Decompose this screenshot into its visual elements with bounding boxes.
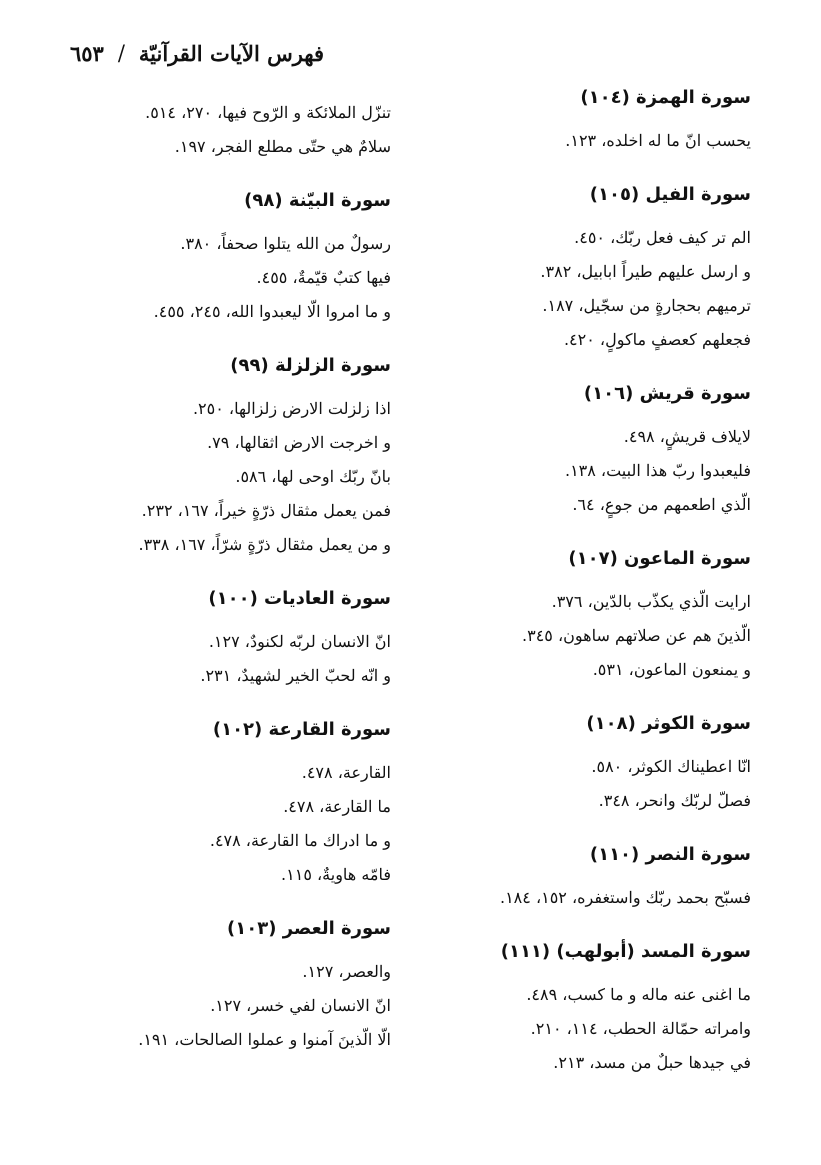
surah-section-maun <box>421 541 751 687</box>
surah-section-zalzalah <box>61 348 391 562</box>
verse-entry: الم تر كيف فعل ربّك، ٤٥٠. <box>574 228 751 247</box>
surah-title: سورة العاديات (١٠٠) <box>208 588 391 609</box>
surah-title: سورة النصر (١١٠) <box>589 844 751 865</box>
verse-entry: فمن يعمل مثقال ذرّةٍ خيراً، ١٦٧، ٢٣٢. <box>141 501 391 520</box>
surah-section-hamzah <box>421 80 751 158</box>
verse-entry: اذا زلزلت الارض زلزالها، ٢٥٠. <box>192 399 391 418</box>
verse-entry: ما اغنى عنه ماله و ما كسب، ٤٨٩. <box>526 985 751 1004</box>
left-column <box>61 80 391 1076</box>
surah-section-quraysh <box>421 376 751 522</box>
verse-entry: والعصر، ١٢٧. <box>302 962 391 981</box>
surah-section-masad <box>421 934 751 1080</box>
verse-entry: بانّ ربّك اوحى لها، ٥٨٦. <box>235 467 391 486</box>
surah-title: سورة البيّنة (٩٨) <box>244 190 391 211</box>
verse-entry: وامراته حمّالة الحطب، ١١٤، ٢١٠. <box>530 1019 751 1038</box>
running-title: فهرس الآيات القرآنيّة <box>138 40 325 66</box>
surah-section-qariah <box>61 712 391 892</box>
verse-entry: في جيدها حبلٌ من مسد، ٢١٣. <box>553 1053 751 1072</box>
surah-section-qadr-continued <box>61 96 391 164</box>
surah-section-fil <box>421 177 751 357</box>
verse-entry: لايلاف قريشٍ، ٤٩٨. <box>623 427 751 446</box>
surah-title: سورة قريش (١٠٦) <box>583 383 751 404</box>
surah-section-kawthar <box>421 706 751 818</box>
verse-entry: و انّه لحبّ الخير لشهيدٌ، ٢٣١. <box>200 666 391 685</box>
surah-title: سورة الكوثر (١٠٨) <box>586 713 751 734</box>
surah-section-bayyinah <box>61 183 391 329</box>
surah-title: سورة القارعة (١٠٢) <box>212 719 391 740</box>
verse-entry: ارايت الّذي يكذّب بالدّين، ٣٧٦. <box>551 592 751 611</box>
verse-entry: فصلّ لربّك وانحر، ٣٤٨. <box>598 791 751 810</box>
surah-section-asr <box>61 911 391 1057</box>
running-header <box>70 36 751 70</box>
verse-entry: فجعلهم كعصفٍ ماكولٍ، ٤٢٠. <box>563 330 751 349</box>
surah-title: سورة الفيل (١٠٥) <box>589 184 751 205</box>
verse-entry: انّا اعطيناك الكوثر، ٥٨٠. <box>591 757 751 776</box>
surah-title: سورة الماعون (١٠٧) <box>568 548 751 569</box>
verse-entry: الّذينَ هم عن صلاتهم ساهون، ٣٤٥. <box>522 626 751 645</box>
verse-entry: انّ الانسان لربّه لكنودٌ، ١٢٧. <box>208 632 391 651</box>
verse-entry: و اخرجت الارض اثقالها، ٧٩. <box>207 433 391 452</box>
verse-entry: فامّه هاويةٌ، ١١٥. <box>281 865 391 884</box>
verse-entry: تنزّل الملائكة و الرّوح فيها، ٢٧٠، ٥١٤. <box>145 103 391 122</box>
page-number: ٦٥٣ <box>70 40 104 66</box>
verse-entry: يحسب انّ ما له اخلده، ١٢٣. <box>565 131 751 150</box>
verse-entry: رسولٌ من الله يتلوا صحفاً، ٣٨٠. <box>180 234 391 253</box>
verse-entry: سلامٌ هي حتّى مطلع الفجر، ١٩٧. <box>174 137 391 156</box>
verse-entry: و ما ادراك ما القارعة، ٤٧٨. <box>209 831 391 850</box>
verse-entry: و ارسل عليهم طيراً ابابيل، ٣٨٢. <box>540 262 751 281</box>
verse-entry: ما القارعة، ٤٧٨. <box>283 797 391 816</box>
verse-entry: القارعة، ٤٧٨. <box>301 763 391 782</box>
verse-entry: فيها كتبٌ قيّمةٌ، ٤٥٥. <box>256 268 391 287</box>
header-separator: / <box>117 41 125 65</box>
verse-entry: الّذي اطعمهم من جوعٍ، ٦٤. <box>572 495 751 514</box>
verse-entry: و ما امروا الّا ليعبدوا الله، ٢٤٥، ٤٥٥. <box>153 302 391 321</box>
surah-title: سورة العصر (١٠٣) <box>227 918 391 939</box>
surah-title: سورة الزلزلة (٩٩) <box>230 355 391 376</box>
surah-section-nasr <box>421 837 751 915</box>
verse-entry: ترميهم بحجارةٍ من سجّيل، ١٨٧. <box>542 296 751 315</box>
surah-title: سورة الهمزة (١٠٤) <box>580 87 751 108</box>
verse-entry: و يمنعون الماعون، ٥٣١. <box>592 660 751 679</box>
verse-entry: انّ الانسان لفي خسر، ١٢٧. <box>210 996 391 1015</box>
verse-entry: الّا الّذينَ آمنوا و عملوا الصالحات، ١٩١. <box>138 1030 391 1049</box>
verse-entry: فسبّح بحمد ربّك واستغفره، ١٥٢، ١٨٤. <box>499 888 751 907</box>
verse-entry: و من يعمل مثقال ذرّةٍ شرّاً، ١٦٧، ٣٣٨. <box>138 535 391 554</box>
verse-entry: فليعبدوا ربّ هذا البيت، ١٣٨. <box>564 461 751 480</box>
right-column <box>421 80 751 1099</box>
surah-title: سورة المسد (أبولهب) (١١١) <box>500 941 751 962</box>
surah-section-adiyat <box>61 581 391 693</box>
